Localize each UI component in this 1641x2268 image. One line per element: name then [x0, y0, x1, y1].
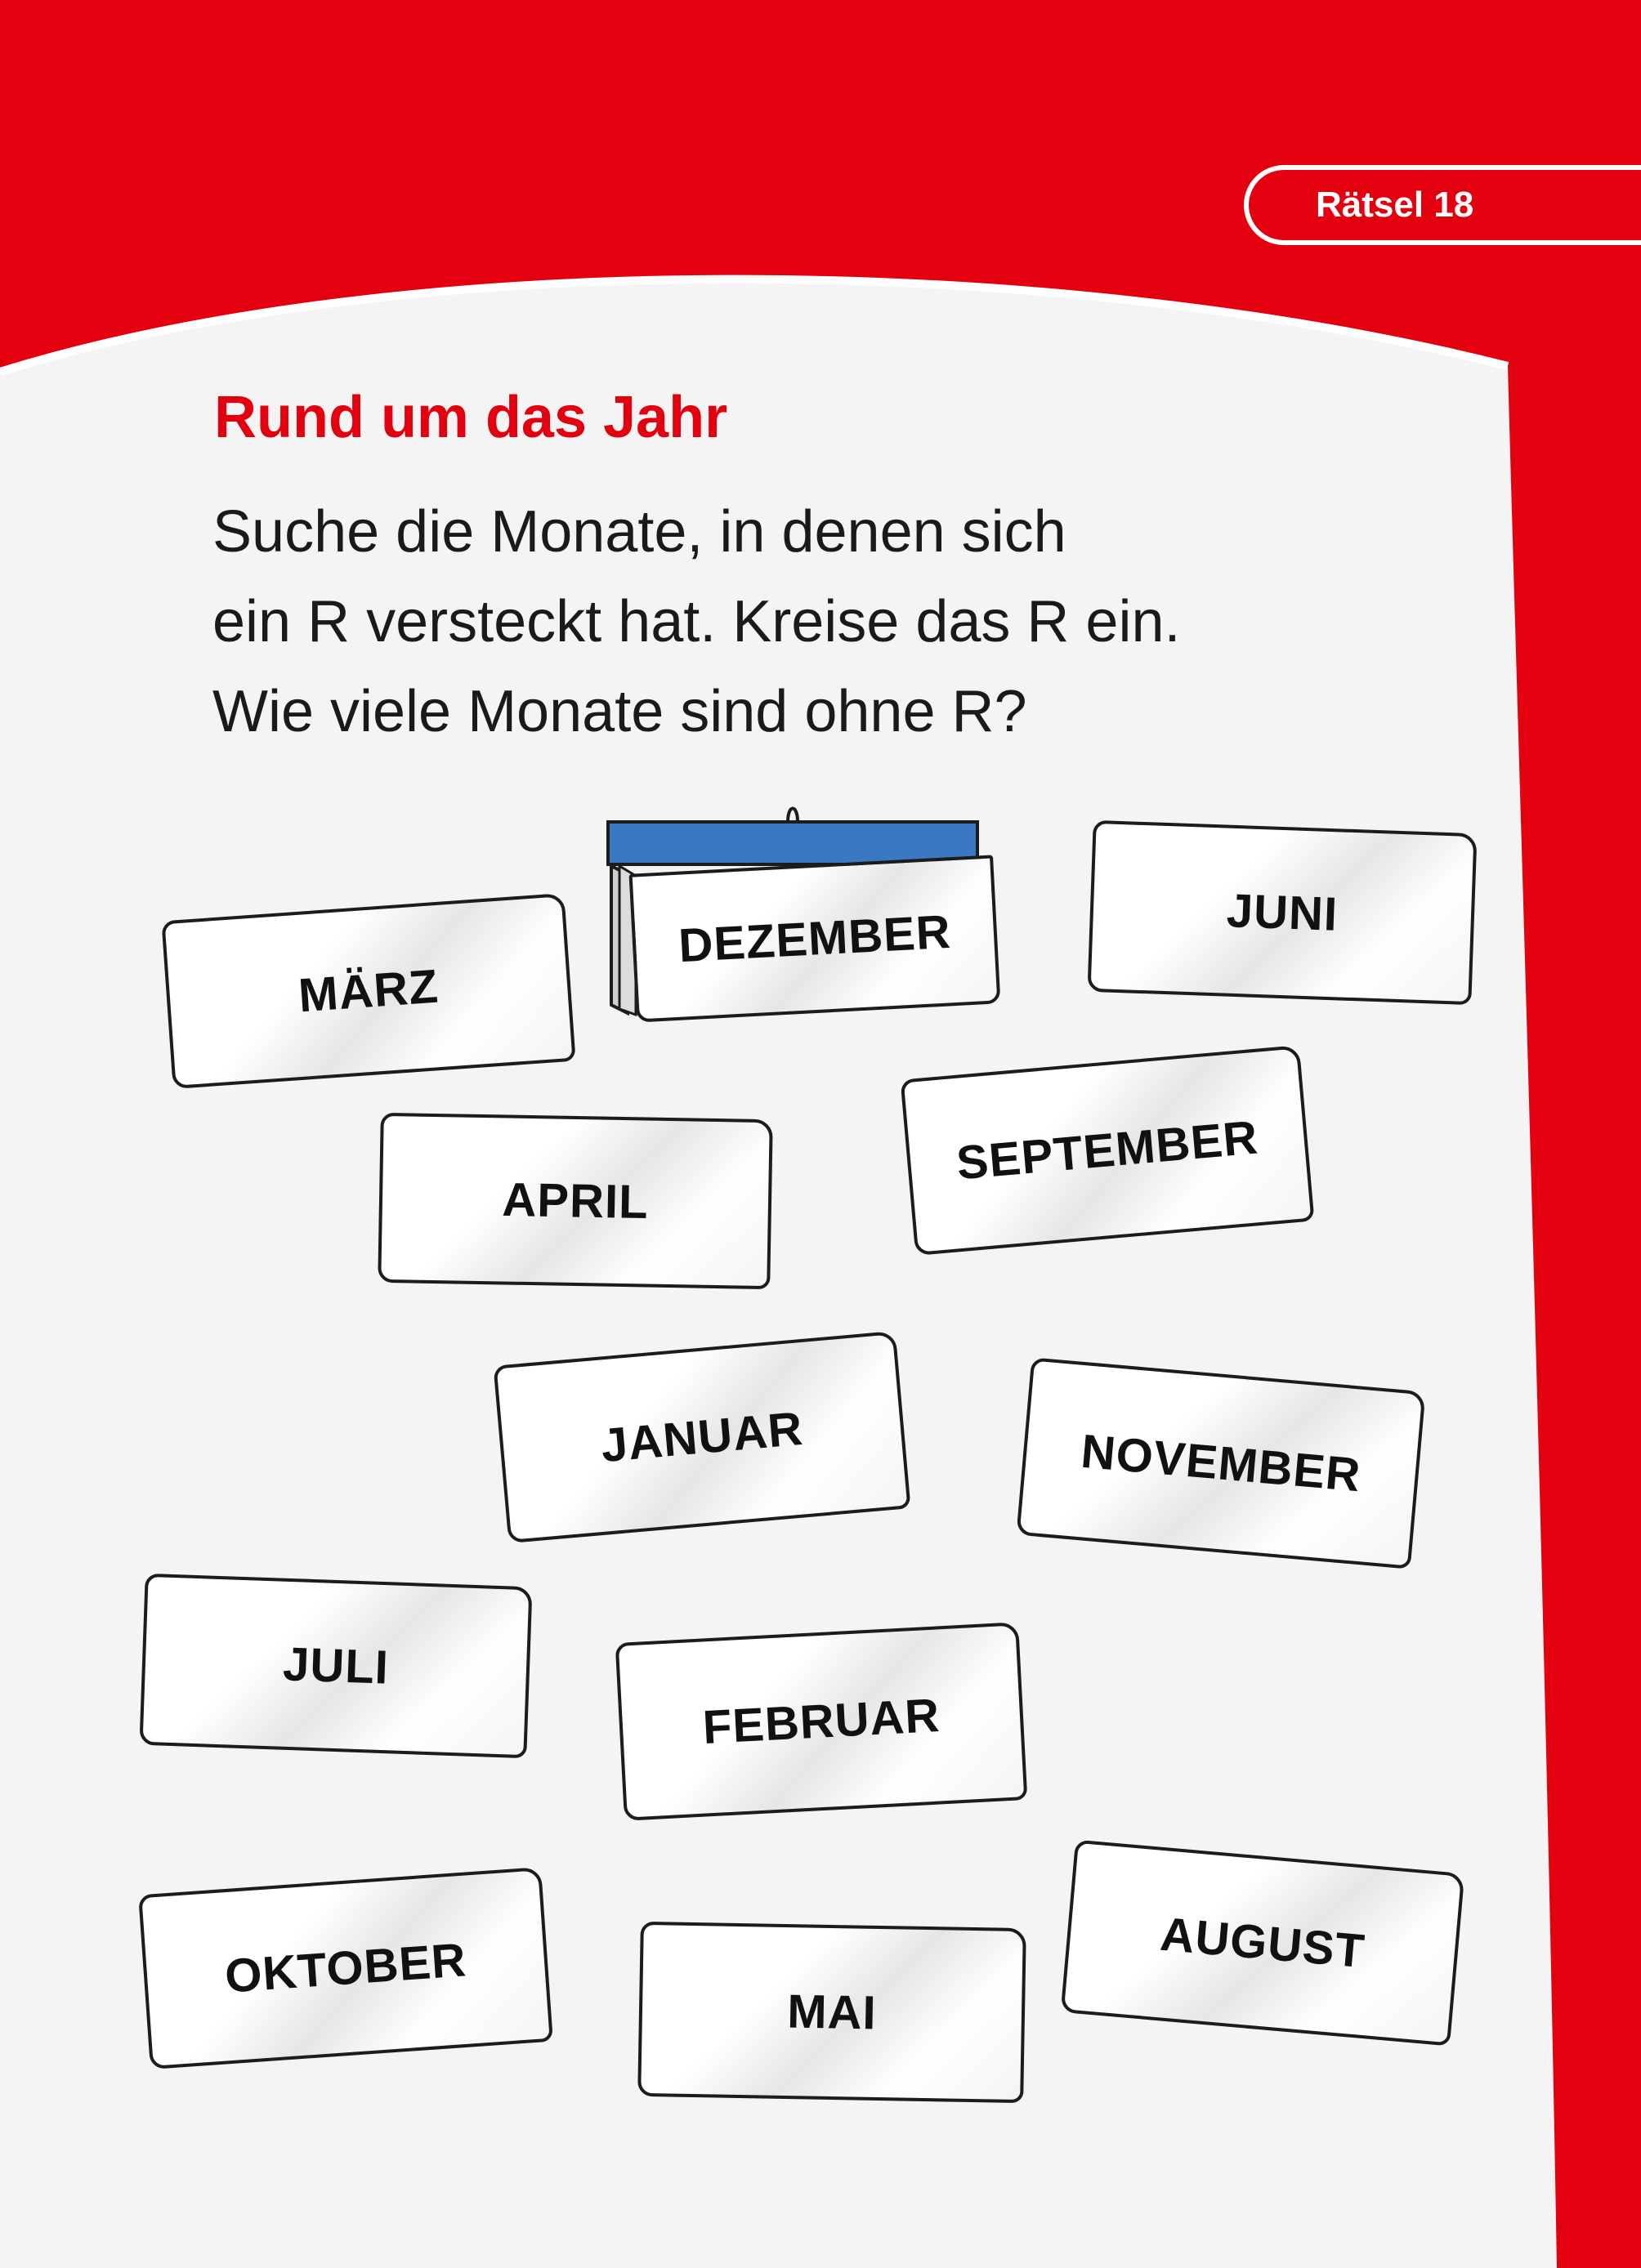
- month-label: JANUAR: [598, 1401, 806, 1473]
- month-label: DEZEMBER: [677, 904, 953, 973]
- month-card-dezember[interactable]: [629, 855, 1001, 1022]
- instruction-line: Suche die Monate, in denen sich: [212, 499, 1066, 565]
- month-label: AUGUST: [1158, 1907, 1367, 1979]
- month-card-juni[interactable]: [1087, 820, 1477, 1005]
- instructions: [212, 487, 1438, 757]
- month-card-juli[interactable]: [139, 1574, 532, 1758]
- month-label: OKTOBER: [223, 1933, 468, 2003]
- month-label: JUNI: [1225, 884, 1339, 941]
- instruction-line: ein R versteckt hat. Kreise das R ein.: [212, 589, 1181, 654]
- month-label: NOVEMBER: [1079, 1424, 1363, 1502]
- month-card-september[interactable]: [901, 1045, 1315, 1256]
- month-card-maerz[interactable]: [161, 893, 575, 1089]
- month-card-mai[interactable]: [637, 1922, 1026, 2103]
- instruction-line: Wie viele Monate sind ohne R?: [212, 679, 1027, 744]
- month-card-november[interactable]: [1016, 1357, 1425, 1569]
- puzzle-number-label: Rätsel 18: [1316, 185, 1474, 225]
- page-title: Rund um das Jahr: [214, 385, 728, 450]
- month-card-april[interactable]: [378, 1113, 773, 1289]
- month-card-februar[interactable]: [615, 1622, 1028, 1821]
- month-label: FEBRUAR: [701, 1688, 941, 1755]
- puzzle-number-badge: [1244, 165, 1641, 245]
- month-card-august[interactable]: [1061, 1840, 1465, 2047]
- month-label: JULI: [282, 1637, 390, 1694]
- month-label: MAI: [786, 1984, 878, 2040]
- month-label: SEPTEMBER: [954, 1110, 1261, 1190]
- month-card-januar[interactable]: [493, 1331, 910, 1543]
- month-card-oktober[interactable]: [138, 1867, 553, 2069]
- month-label: MÄRZ: [297, 959, 440, 1023]
- month-label: APRIL: [501, 1172, 650, 1230]
